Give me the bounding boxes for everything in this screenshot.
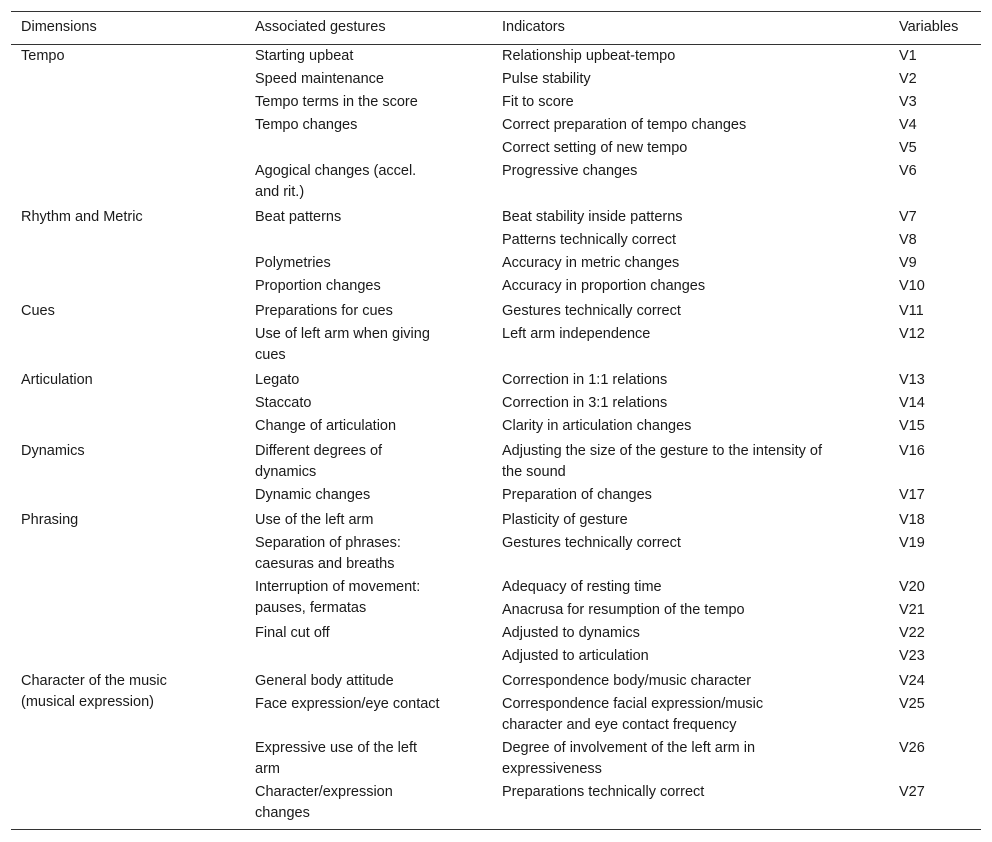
gesture-cell: Tempo changes [255,117,358,133]
gesture-cell: caesuras and breaths [255,556,395,572]
indicator-cell: Correct setting of new tempo [502,140,688,156]
dimension-cell: Cues [21,303,55,319]
gesture-cell: Interruption of movement: [255,579,421,595]
variable-cell: V16 [899,443,925,459]
indicator-cell: Correspondence facial expression/music [502,696,764,712]
gesture-cell: Use of left arm when giving [255,326,430,342]
variable-cell: V19 [899,535,925,551]
variable-cell: V23 [899,648,925,664]
gesture-cell: Use of the left arm [255,512,374,528]
indicator-cell: Progressive changes [502,163,638,179]
dimension-cell: (musical expression) [21,694,154,710]
gesture-cell: arm [255,761,280,777]
variable-cell: V3 [899,94,917,110]
variable-cell: V22 [899,625,925,641]
indicator-cell: Correction in 3:1 relations [502,395,668,411]
variables-table [11,11,981,830]
variable-cell: V12 [899,326,925,342]
variable-cell: V7 [899,209,917,225]
variable-cell: V20 [899,579,925,595]
variable-cell: V13 [899,372,925,388]
variable-cell: V21 [899,602,925,618]
gesture-cell: changes [255,805,310,821]
indicator-cell: Accuracy in metric changes [502,255,680,271]
gesture-cell: Polymetries [255,255,331,271]
gesture-cell: Proportion changes [255,278,381,294]
table-bottom-rule [11,829,981,830]
indicator-cell: Correction in 1:1 relations [502,372,668,388]
header-dimensions: Dimensions [21,19,97,35]
gesture-cell: General body attitude [255,673,394,689]
gesture-cell: Final cut off [255,625,330,641]
variable-cell: V2 [899,71,917,87]
variable-cell: V27 [899,784,925,800]
gesture-cell: Dynamic changes [255,487,371,503]
gesture-cell: Beat patterns [255,209,342,225]
indicator-cell: Left arm independence [502,326,651,342]
dimension-cell: Articulation [21,372,93,388]
variable-cell: V25 [899,696,925,712]
indicator-cell: character and eye contact frequency [502,717,737,733]
indicator-cell: Anacrusa for resumption of the tempo [502,602,745,618]
variable-cell: V17 [899,487,925,503]
gesture-cell: pauses, fermatas [255,600,367,616]
indicator-cell: Adjusted to articulation [502,648,649,664]
gesture-cell: Agogical changes (accel. [255,163,417,179]
variable-cell: V18 [899,512,925,528]
indicator-cell: Gestures technically correct [502,303,681,319]
indicator-cell: Adjusting the size of the gesture to the intensity of [502,443,822,459]
dimension-cell: Phrasing [21,512,79,528]
variable-cell: V4 [899,117,917,133]
indicator-cell: Pulse stability [502,71,591,87]
gesture-cell: Preparations for cues [255,303,393,319]
gesture-cell: Starting upbeat [255,48,354,64]
header-associated-gestures: Associated gestures [255,19,386,35]
gesture-cell: Legato [255,372,300,388]
header-rule [11,44,981,45]
variable-cell: V9 [899,255,917,271]
gesture-cell: Different degrees of [255,443,383,459]
gesture-cell: and rit.) [255,184,305,200]
dimension-cell: Tempo [21,48,65,64]
indicator-cell: Clarity in articulation changes [502,418,692,434]
header-variables: Variables [899,19,959,35]
header-indicators: Indicators [502,19,565,35]
gesture-cell: cues [255,347,286,363]
indicator-cell: Adjusted to dynamics [502,625,640,641]
dimension-cell: Character of the music [21,673,167,689]
indicator-cell: Preparation of changes [502,487,652,503]
variable-cell: V8 [899,232,917,248]
indicator-cell: Correspondence body/music character [502,673,752,689]
gesture-cell: Staccato [255,395,312,411]
indicator-cell: Fit to score [502,94,574,110]
indicator-cell: Adequacy of resting time [502,579,662,595]
gesture-cell: Expressive use of the left [255,740,417,756]
indicator-cell: Patterns technically correct [502,232,677,248]
variable-cell: V11 [899,303,924,319]
variable-cell: V14 [899,395,925,411]
variable-cell: V6 [899,163,917,179]
indicator-cell: expressiveness [502,761,602,777]
indicator-cell: Degree of involvement of the left arm in [502,740,756,756]
indicator-cell: Accuracy in proportion changes [502,278,706,294]
gesture-cell: Separation of phrases: [255,535,401,551]
variable-cell: V5 [899,140,917,156]
table-top-rule [11,11,981,12]
gesture-cell: Face expression/eye contact [255,696,440,712]
variable-cell: V10 [899,278,925,294]
dimension-cell: Dynamics [21,443,85,459]
indicator-cell: the sound [502,464,566,480]
indicator-cell: Plasticity of gesture [502,512,628,528]
indicator-cell: Gestures technically correct [502,535,681,551]
variable-cell: V15 [899,418,925,434]
indicator-cell: Correct preparation of tempo changes [502,117,747,133]
gesture-cell: Speed maintenance [255,71,384,87]
gesture-cell: Change of articulation [255,418,397,434]
gesture-cell: Tempo terms in the score [255,94,418,110]
dimension-cell: Rhythm and Metric [21,209,143,225]
variable-cell: V26 [899,740,925,756]
gesture-cell: dynamics [255,464,317,480]
variable-cell: V24 [899,673,925,689]
indicator-cell: Preparations technically correct [502,784,705,800]
indicator-cell: Beat stability inside patterns [502,209,683,225]
indicator-cell: Relationship upbeat-tempo [502,48,676,64]
variable-cell: V1 [899,48,917,64]
gesture-cell: Character/expression [255,784,393,800]
